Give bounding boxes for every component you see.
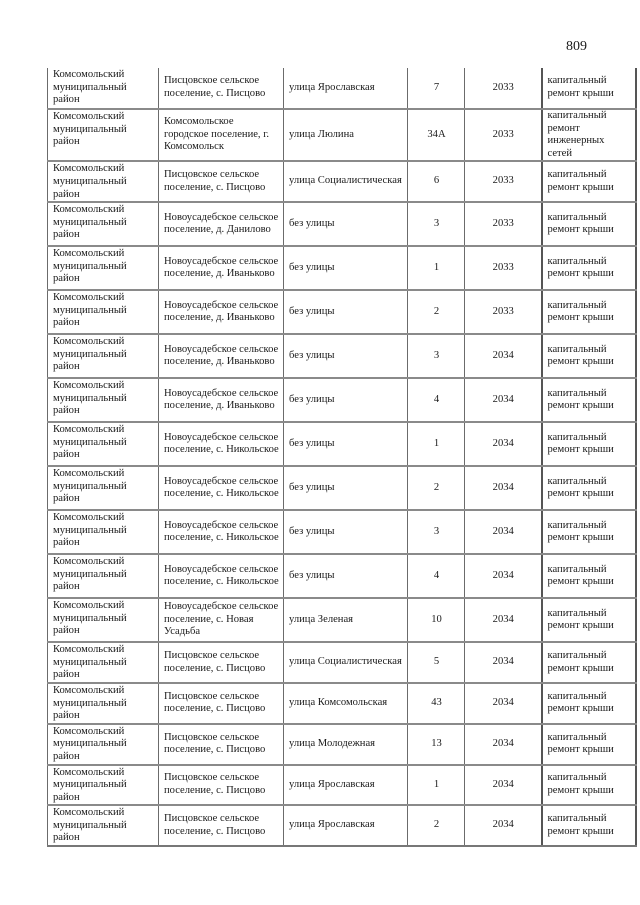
street-cell: улица Молодежная xyxy=(284,724,408,765)
street-cell: улица Люлина xyxy=(284,109,408,161)
district-cell: Комсомольский муниципальный район xyxy=(48,109,159,161)
settlement-cell: Писцовское сельское поселение, с. Писцово xyxy=(159,683,284,724)
table-row xyxy=(48,466,636,510)
house-number-cell: 4 xyxy=(408,378,465,422)
year-cell: 2033 xyxy=(465,68,542,109)
year-cell: 2033 xyxy=(465,202,542,246)
work-type-cell: капитальный ремонт крыши xyxy=(542,642,636,683)
settlement-cell: Писцовское сельское поселение, с. Писцово xyxy=(159,161,284,202)
house-number-cell: 43 xyxy=(408,683,465,724)
settlement-cell: Новоусадебское сельское поселение, с. Никольское xyxy=(159,466,284,510)
street-cell: без улицы xyxy=(284,466,408,510)
year-cell: 2034 xyxy=(465,378,542,422)
year-cell: 2033 xyxy=(465,109,542,161)
settlement-cell: Новоусадебское сельское поселение, д. Иваньково xyxy=(159,246,284,290)
year-cell: 2034 xyxy=(465,765,542,806)
work-type-cell: капитальный ремонт крыши xyxy=(542,422,636,466)
district-cell: Комсомольский муниципальный район xyxy=(48,765,159,806)
street-cell: без улицы xyxy=(284,378,408,422)
district-cell: Комсомольский муниципальный район xyxy=(48,683,159,724)
house-number-cell: 10 xyxy=(408,598,465,642)
street-cell: улица Ярославская xyxy=(284,68,408,109)
work-type-cell: капитальный ремонт крыши xyxy=(542,765,636,806)
table-row xyxy=(48,246,636,290)
district-cell: Комсомольский муниципальный район xyxy=(48,510,159,554)
house-number-cell: 2 xyxy=(408,805,465,846)
street-cell: без улицы xyxy=(284,334,408,378)
table-row xyxy=(48,422,636,466)
district-cell: Комсомольский муниципальный район xyxy=(48,805,159,846)
street-cell: без улицы xyxy=(284,202,408,246)
settlement-cell: Новоусадебское сельское поселение, д. Иваньково xyxy=(159,334,284,378)
work-type-cell: капитальный ремонт крыши xyxy=(542,724,636,765)
table-body xyxy=(48,68,636,846)
street-cell: улица Зеленая xyxy=(284,598,408,642)
work-type-cell: капитальный ремонт крыши xyxy=(542,598,636,642)
settlement-cell: Новоусадебское сельское поселение, с. Никольское xyxy=(159,554,284,598)
year-cell: 2034 xyxy=(465,422,542,466)
house-number-cell: 1 xyxy=(408,422,465,466)
settlement-cell: Комсомольское городское поселение, г. Комсомольск xyxy=(159,109,284,161)
street-cell: без улицы xyxy=(284,510,408,554)
settlement-cell: Писцовское сельское поселение, с. Писцово xyxy=(159,724,284,765)
year-cell: 2034 xyxy=(465,554,542,598)
year-cell: 2034 xyxy=(465,334,542,378)
house-number-cell: 13 xyxy=(408,724,465,765)
table-row xyxy=(48,805,636,846)
work-type-cell: капитальный ремонт крыши xyxy=(542,510,636,554)
settlement-cell: Новоусадебское сельское поселение, д. Данилово xyxy=(159,202,284,246)
year-cell: 2034 xyxy=(465,510,542,554)
work-type-cell: капитальный ремонт крыши xyxy=(542,246,636,290)
work-type-cell: капитальный ремонт крыши xyxy=(542,161,636,202)
house-number-cell: 3 xyxy=(408,202,465,246)
page-number: 809 xyxy=(566,39,587,54)
house-number-cell: 2 xyxy=(408,466,465,510)
year-cell: 2034 xyxy=(465,598,542,642)
district-cell: Комсомольский муниципальный район xyxy=(48,598,159,642)
district-cell: Комсомольский муниципальный район xyxy=(48,378,159,422)
table-row xyxy=(48,642,636,683)
work-type-cell: капитальный ремонт инженерных сетей xyxy=(542,109,636,161)
settlement-cell: Писцовское сельское поселение, с. Писцово xyxy=(159,805,284,846)
year-cell: 2034 xyxy=(465,805,542,846)
table-row xyxy=(48,598,636,642)
work-type-cell: капитальный ремонт крыши xyxy=(542,290,636,334)
table-row xyxy=(48,290,636,334)
district-cell: Комсомольский муниципальный район xyxy=(48,422,159,466)
table-row xyxy=(48,510,636,554)
table-row xyxy=(48,554,636,598)
settlement-cell: Новоусадебское сельское поселение, с. Никольское xyxy=(159,422,284,466)
table-row xyxy=(48,683,636,724)
district-cell: Комсомольский муниципальный район xyxy=(48,161,159,202)
street-cell: улица Социалистическая xyxy=(284,642,408,683)
house-number-cell: 7 xyxy=(408,68,465,109)
settlement-cell: Писцовское сельское поселение, с. Писцово xyxy=(159,642,284,683)
table-row xyxy=(48,724,636,765)
work-type-cell: капитальный ремонт крыши xyxy=(542,334,636,378)
district-cell: Комсомольский муниципальный район xyxy=(48,334,159,378)
district-cell: Комсомольский муниципальный район xyxy=(48,466,159,510)
table-row xyxy=(48,109,636,161)
settlement-cell: Писцовское сельское поселение, с. Писцово xyxy=(159,765,284,806)
table-row xyxy=(48,68,636,109)
district-cell: Комсомольский муниципальный район xyxy=(48,246,159,290)
district-cell: Комсомольский муниципальный район xyxy=(48,290,159,334)
table-row xyxy=(48,765,636,806)
house-number-cell: 2 xyxy=(408,290,465,334)
street-cell: без улицы xyxy=(284,422,408,466)
settlement-cell: Писцовское сельское поселение, с. Писцово xyxy=(159,68,284,109)
district-cell: Комсомольский муниципальный район xyxy=(48,554,159,598)
street-cell: улица Ярославская xyxy=(284,805,408,846)
district-cell: Комсомольский муниципальный район xyxy=(48,724,159,765)
year-cell: 2034 xyxy=(465,683,542,724)
house-number-cell: 1 xyxy=(408,246,465,290)
year-cell: 2033 xyxy=(465,246,542,290)
house-number-cell: 1 xyxy=(408,765,465,806)
settlement-cell: Новоусадебское сельское поселение, с. Новая Усадьба xyxy=(159,598,284,642)
table-row xyxy=(48,161,636,202)
house-number-cell: 5 xyxy=(408,642,465,683)
street-cell: улица Социалистическая xyxy=(284,161,408,202)
street-cell: улица Ярославская xyxy=(284,765,408,806)
street-cell: без улицы xyxy=(284,290,408,334)
district-cell: Комсомольский муниципальный район xyxy=(48,642,159,683)
year-cell: 2034 xyxy=(465,724,542,765)
settlement-cell: Новоусадебское сельское поселение, д. Иваньково xyxy=(159,378,284,422)
work-type-cell: капитальный ремонт крыши xyxy=(542,202,636,246)
work-type-cell: капитальный ремонт крыши xyxy=(542,466,636,510)
street-cell: без улицы xyxy=(284,554,408,598)
house-number-cell: 34А xyxy=(408,109,465,161)
work-type-cell: капитальный ремонт крыши xyxy=(542,378,636,422)
house-number-cell: 3 xyxy=(408,334,465,378)
street-cell: улица Комсомольская xyxy=(284,683,408,724)
work-type-cell: капитальный ремонт крыши xyxy=(542,805,636,846)
work-type-cell: капитальный ремонт крыши xyxy=(542,683,636,724)
table-row xyxy=(48,334,636,378)
street-cell: без улицы xyxy=(284,246,408,290)
settlement-cell: Новоусадебское сельское поселение, д. Иваньково xyxy=(159,290,284,334)
work-type-cell: капитальный ремонт крыши xyxy=(542,554,636,598)
district-cell: Комсомольский муниципальный район xyxy=(48,202,159,246)
repair-schedule-table xyxy=(47,68,637,847)
year-cell: 2033 xyxy=(465,290,542,334)
year-cell: 2034 xyxy=(465,642,542,683)
district-cell: Комсомольский муниципальный район xyxy=(48,68,159,109)
house-number-cell: 3 xyxy=(408,510,465,554)
year-cell: 2034 xyxy=(465,466,542,510)
year-cell: 2033 xyxy=(465,161,542,202)
work-type-cell: капитальный ремонт крыши xyxy=(542,68,636,109)
table-row xyxy=(48,378,636,422)
table-row xyxy=(48,202,636,246)
house-number-cell: 6 xyxy=(408,161,465,202)
house-number-cell: 4 xyxy=(408,554,465,598)
settlement-cell: Новоусадебское сельское поселение, с. Никольское xyxy=(159,510,284,554)
